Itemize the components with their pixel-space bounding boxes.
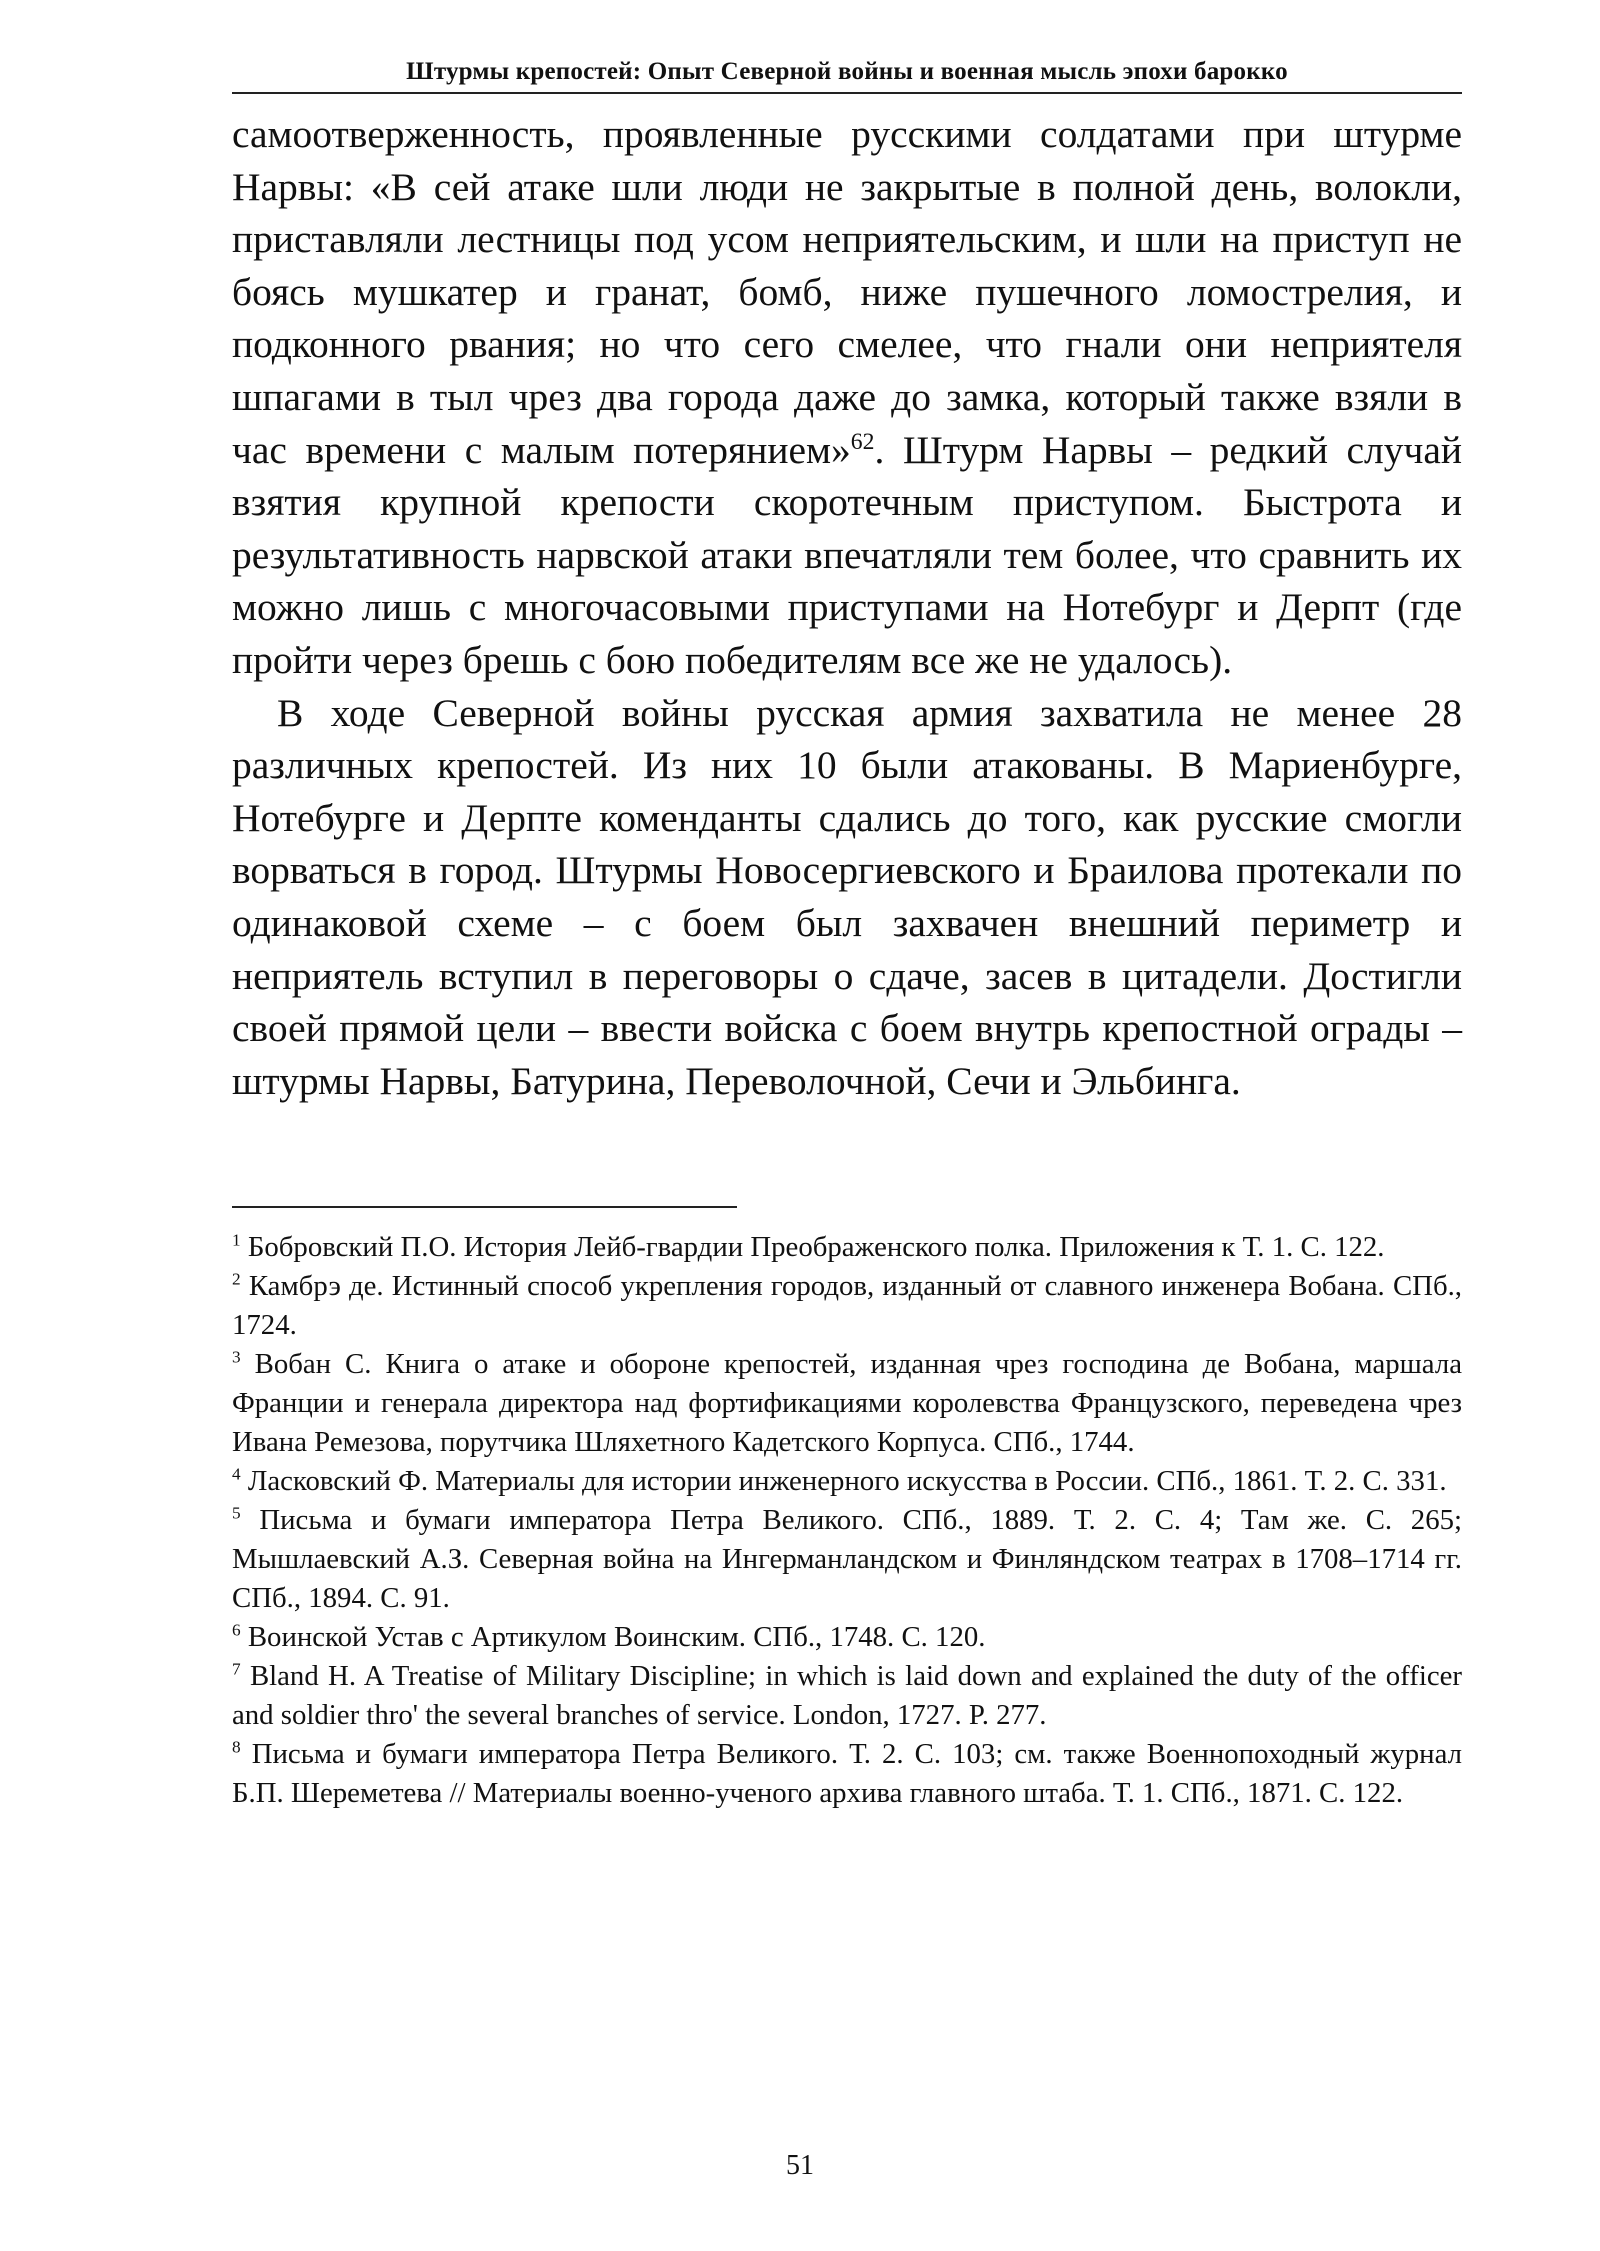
page-number: 51	[786, 2150, 814, 2181]
header-rule	[232, 92, 1462, 94]
footnote-number: 3	[232, 1347, 241, 1367]
paragraph-1	[232, 108, 1462, 687]
paragraph-2: В ходе Северной войны русская армия захватила не менее 28 различных крепостей. Из них 10 были атакованы. В Мариенбурге, Нотебурге и Дерпте коменданты сдались до того, как русские смогли ворваться в город. Штурмы Новосергиевского и Браилова протекали по одинаковой схеме – с боем был захвачен внешний периметр и неприятель вступил в переговоры о сдаче, засев в цитадели. Достигли своей прямой цели – ввести войска с боем внутрь крепостной ограды – штурмы Нарвы, Батурина, Переволочной, Сечи и Эльбинга.	[232, 690, 1462, 1103]
footnote-text: Вобан С. Книга о атаке и обороне крепостей, изданная чрез господина де Вобана, маршала Франции и генерала директора над фортификациями королевства Французского, переведена чрез Ивана Ремезова, порутчика Шляхетного Кадетского Корпуса. СПб., 1744.	[232, 1348, 1462, 1458]
footnote-text: Ласковский Ф. Материалы для истории инженерного искусства в России. СПб., 1861. Т. 2. С. 331.	[247, 1465, 1447, 1497]
footnote-number: 1	[232, 1230, 241, 1250]
paragraph-1-text: самоотверженность, проявленные русскими солдатами при штурме Нарвы: «В сей атаке шли люди не закрытые в полной день, волокли, приставляли лестницы под усом неприятельским, и шли на приступ не боясь мушкатер и гранат, бомб, ниже пушечного ломострелия, и подконного рвания; но что сего смелее, что гнали они неприятеля шпагами в тыл чрез два города даже до замка, который также взяли в час времени с малым потерянием»	[232, 112, 1462, 472]
footnote-5	[232, 1501, 1462, 1618]
endnote-ref-62: 62	[850, 428, 875, 455]
footnote-number: 2	[232, 1269, 241, 1289]
footnote-4	[232, 1462, 1462, 1501]
footnote-2	[232, 1267, 1462, 1345]
main-text	[232, 108, 1462, 1107]
footnote-6	[232, 1618, 1462, 1657]
footnote-text: Bland H. A Treatise of Military Discipline; in which is laid down and explained the duty of the officer and soldier thro' the several branches of service. London, 1727. P. 277.	[232, 1660, 1462, 1731]
footnote-1	[232, 1228, 1462, 1267]
running-head: Штурмы крепостей: Опыт Северной войны и военная мысль эпохи барокко	[406, 58, 1288, 85]
footnote-text: Воинской Устав с Артикулом Воинским. СПб., 1748. С. 120.	[247, 1621, 986, 1653]
footnote-number: 6	[232, 1620, 241, 1640]
footnote-text: Письма и бумаги императора Петра Великого. Т. 2. С. 103; см. также Военнопоходный журнал Б.П. Шереметева // Материалы военно-ученого архива главного штаба. Т. 1. СПб., 1871. С. 122.	[232, 1738, 1462, 1809]
footnote-7	[232, 1657, 1462, 1735]
footnote-3	[232, 1345, 1462, 1462]
footnote-8	[232, 1735, 1462, 1813]
footnote-number: 4	[232, 1464, 241, 1484]
footnotes	[232, 1228, 1462, 1813]
footnote-text: Камбрэ де. Истинный способ укрепления городов, изданный от славного инженера Вобана. СПб., 1724.	[232, 1270, 1462, 1341]
footnote-number: 7	[232, 1659, 241, 1679]
footnote-separator	[232, 1206, 737, 1208]
footnote-text: Письма и бумаги императора Петра Великого. СПб., 1889. Т. 2. С. 4; Там же. С. 265; Мышлаевский А.З. Северная война на Ингерманландском и Финляндском театрах в 1708–1714 гг. СПб., 1894. С. 91.	[232, 1504, 1462, 1614]
paragraph-1-text-cont: . Штурм Нарвы – редкий случай взятия крупной крепости скоротечным приступом. Быстрота и результативность нарвской атаки впечатляли тем более, что сравнить их можно лишь с многочасовыми приступами на Нотебург и Дерпт (где пройти через брешь с бою победителям все же не удалось).	[232, 427, 1463, 682]
footnote-number: 8	[232, 1737, 241, 1757]
footnote-number: 5	[232, 1503, 241, 1523]
footnote-text: Бобровский П.О. История Лейб-гвардии Преображенского полка. Приложения к Т. 1. С. 122.	[247, 1231, 1385, 1263]
